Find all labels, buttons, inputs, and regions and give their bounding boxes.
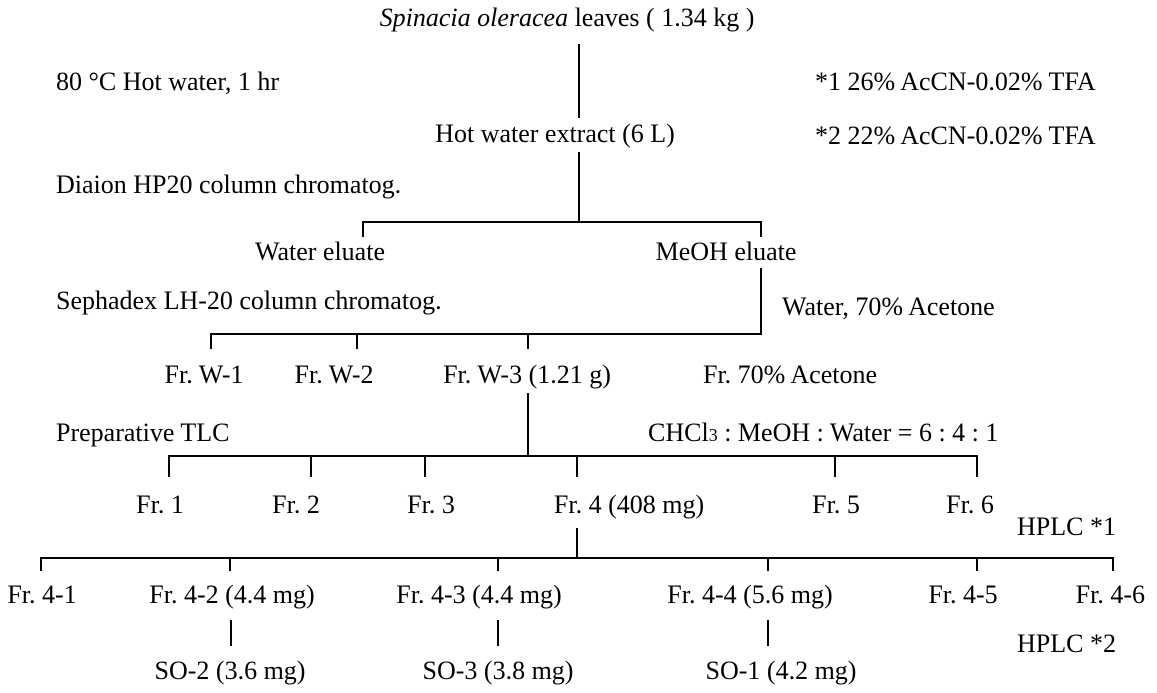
hot-water-step-label: 80 °C Hot water, 1 hr [56, 67, 280, 96]
connector-f4-down [576, 528, 578, 558]
diaion-step-label: Diaion HP20 column chromatog. [56, 170, 402, 199]
connector-f1 [168, 455, 170, 477]
connector-hplc1-bar [40, 557, 1114, 559]
connector-f46 [1112, 557, 1114, 571]
fraction-4-1-node: Fr. 4-1 [7, 580, 77, 609]
connector-so3 [497, 620, 499, 646]
connector-w3 [527, 333, 529, 349]
connector-w1 [210, 333, 212, 349]
hot-water-extract-node: Hot water extract (6 L) [435, 119, 675, 148]
connector-so2 [230, 620, 232, 646]
fraction-w3-node: Fr. W-3 (1.21 g) [443, 360, 611, 389]
connector-f42 [229, 557, 231, 571]
compound-so1-node: SO-1 (4.2 mg) [705, 656, 857, 685]
fraction-5-node: Fr. 5 [812, 490, 860, 519]
fraction-w1-node: Fr. W-1 [164, 360, 244, 389]
hplc1-step-label: HPLC *1 [1017, 512, 1116, 541]
connector-f41 [40, 557, 42, 571]
fraction-1-node: Fr. 1 [136, 490, 184, 519]
connector-f44 [767, 557, 769, 571]
fraction-4-node: Fr. 4 (408 mg) [553, 490, 705, 519]
compound-so3-node: SO-3 (3.8 mg) [422, 656, 574, 685]
connector-eluates-bar [362, 221, 762, 223]
meoh-eluate-node: MeOH eluate [655, 237, 797, 266]
fraction-acetone-node: Fr. 70% Acetone [702, 360, 878, 389]
tlc-solvent-subscript: 3 [708, 425, 718, 445]
fraction-w2-node: Fr. W-2 [294, 360, 374, 389]
connector-w2 [356, 333, 358, 349]
connector-f3 [424, 455, 426, 477]
connector-f45 [976, 557, 978, 571]
connector-water-eluate [362, 221, 364, 237]
connector-so1 [767, 620, 769, 646]
fraction-3-node: Fr. 3 [407, 490, 455, 519]
compound-so2-node: SO-2 (3.6 mg) [154, 656, 306, 685]
connector-w-fractions-bar [210, 333, 762, 335]
tlc-solvent-chcl: CHCl [648, 418, 709, 447]
connector-extract-split [578, 152, 580, 222]
root-node [380, 3, 755, 33]
connector-f5 [834, 455, 836, 477]
fraction-4-4-node: Fr. 4-4 (5.6 mg) [667, 580, 833, 609]
fraction-6-node: Fr. 6 [946, 490, 994, 519]
connector-f43 [497, 557, 499, 571]
prep-tlc-step-label: Preparative TLC [56, 418, 230, 447]
connector-f6 [976, 455, 978, 477]
connector-f2 [310, 455, 312, 477]
hplc2-step-label: HPLC *2 [1017, 629, 1116, 658]
sephadex-step-label: Sephadex LH-20 column chromatog. [56, 286, 442, 315]
connector-f4 [576, 455, 578, 477]
footnote-2: *2 22% AcCN-0.02% TFA [815, 121, 1096, 150]
sephadex-solvent-label: Water, 70% Acetone [782, 292, 995, 321]
footnote-1: *1 26% AcCN-0.02% TFA [815, 67, 1096, 96]
water-eluate-node: Water eluate [255, 237, 385, 266]
connector-meoh-eluate [760, 221, 762, 237]
connector-tlc-bar [168, 455, 978, 457]
connector-root-extract [578, 44, 580, 118]
fraction-4-3-node: Fr. 4-3 (4.4 mg) [396, 580, 562, 609]
tlc-solvent-rest: : MeOH : Water = 6 : 4 : 1 [717, 418, 999, 447]
connector-meoh-down [760, 268, 762, 334]
root-quantity: leaves ( 1.34 kg ) [568, 3, 755, 32]
fraction-4-2-node: Fr. 4-2 (4.4 mg) [149, 580, 315, 609]
connector-w3-down [527, 393, 529, 456]
species-name: Spinacia oleracea [379, 3, 569, 32]
fraction-2-node: Fr. 2 [272, 490, 320, 519]
tlc-solvent-label [648, 418, 998, 450]
fraction-4-6-node: Fr. 4-6 [1075, 580, 1145, 609]
fraction-4-5-node: Fr. 4-5 [928, 580, 998, 609]
